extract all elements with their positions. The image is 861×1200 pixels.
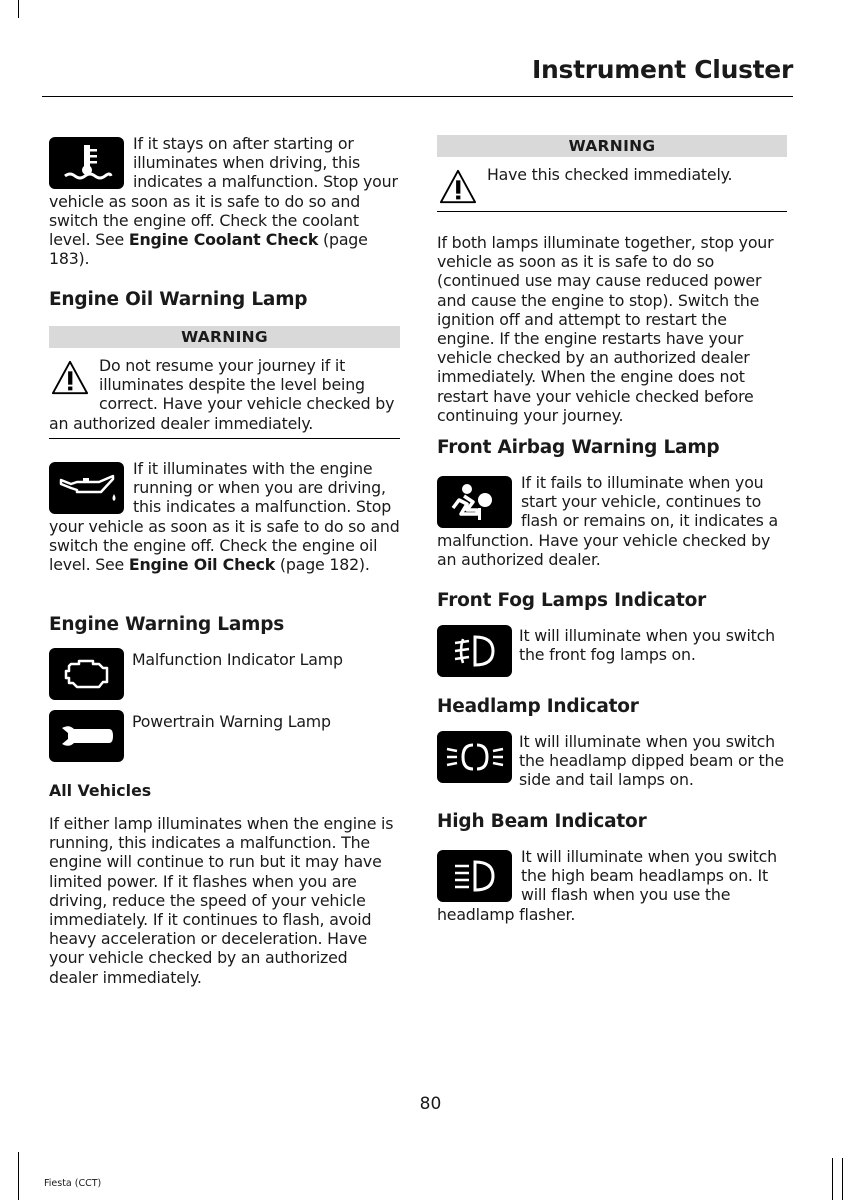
fog-lamps-text: It will illuminate when you switch the front fog lamps on.: [519, 626, 775, 665]
airbag-icon: [437, 476, 512, 528]
title-rule: [42, 96, 793, 97]
oil-warning-box: Do not resume your journey if it illuminates despite the level being correct. Have your vehicle checked by an authorized dealer immediately.: [49, 356, 395, 433]
crop-mark-bottom-left: [18, 1152, 19, 1200]
oil-warning-bar: WARNING: [49, 326, 400, 348]
fog-lamps-heading: Front Fog Lamps Indicator: [437, 590, 707, 611]
right-warning-rule: [437, 211, 787, 212]
right-warning-box: Have this checked immediately.: [437, 165, 787, 206]
page-title: Instrument Cluster: [532, 55, 793, 84]
high-beam-paragraph: It will illuminate when you switch the high beam headlamps on. It will flash when you use the headlamp flasher.: [437, 847, 777, 924]
coolant-check-link[interactable]: Engine Coolant Check: [128, 230, 319, 250]
page-number: 80: [419, 1094, 442, 1114]
crop-mark-top-left: [18, 0, 19, 18]
oil-paragraph: If it illuminates with the engine running or when you are driving, this indicates a malfunction. Stop your vehicle as soon as it is safe to do so and switch the engine off. Check the engine oil level. See Engine Oil Check (page 182).: [49, 459, 400, 575]
airbag-paragraph: If it fails to illuminate when you start your vehicle, continues to flash or remains on, it indicates a malfunction. Have your vehicle checked by an authorized dealer.: [437, 473, 779, 569]
mil-label: Malfunction Indicator Lamp: [132, 650, 343, 669]
headlamp-text: It will illuminate when you switch the headlamp dipped beam or the side and tail lamps on.: [519, 732, 784, 790]
check-engine-icon: [49, 648, 124, 700]
front-fog-lamp-icon: [437, 625, 512, 677]
powertrain-label: Powertrain Warning Lamp: [132, 712, 331, 731]
right-warning-bar: WARNING: [437, 135, 787, 157]
wrench-icon: [49, 710, 124, 762]
side-lamps-icon: [437, 731, 512, 783]
coolant-paragraph: If it stays on after starting or illuminates when driving, this indicates a malfunction. Stop your vehicle as soon as it is safe to do so and switch the engine off. Check the coolant level. See Engine Coolant Check (page 183).: [49, 134, 398, 269]
airbag-heading: Front Airbag Warning Lamp: [437, 437, 720, 458]
footer-label: Fiesta (CCT): [44, 1178, 102, 1189]
headlamp-heading: Headlamp Indicator: [437, 696, 639, 717]
warning-triangle-icon: [51, 359, 89, 397]
oil-warning-rule: [49, 438, 400, 439]
high-beam-icon: [437, 850, 512, 902]
all-vehicles-heading: All Vehicles: [49, 781, 152, 800]
oil-can-icon: [49, 462, 124, 514]
oil-check-link[interactable]: Engine Oil Check: [128, 555, 276, 575]
warning-triangle-icon: [439, 168, 477, 206]
both-lamps-paragraph: If both lamps illuminate together, stop your vehicle as soon as it is safe to do so (continued use may cause reduced power and cause the engine to stop). Switch the ignition off and attempt to restart the engine. If the engine restarts have your vehicle checked by an authorized dealer immediately. When the engine does not restart have your vehicle checked before continuing your journey.: [437, 233, 774, 425]
crop-mark-bottom-right: [832, 1158, 833, 1200]
all-vehicles-paragraph: If either lamp illuminates when the engine is running, this indicates a malfunction. The engine will continue to run but it may have limited power. If it flashes when you are driving, reduce the speed of your vehicle immediately. If it continues to flash, avoid heavy acceleration or deceleration. Have your vehicle checked by an authorized dealer immediately.: [49, 814, 394, 987]
crop-mark-bottom-right-2: [842, 1158, 843, 1200]
coolant-temperature-icon: [49, 137, 124, 189]
engine-oil-heading: Engine Oil Warning Lamp: [49, 289, 308, 310]
high-beam-heading: High Beam Indicator: [437, 811, 647, 832]
engine-warning-lamps-heading: Engine Warning Lamps: [49, 614, 285, 635]
